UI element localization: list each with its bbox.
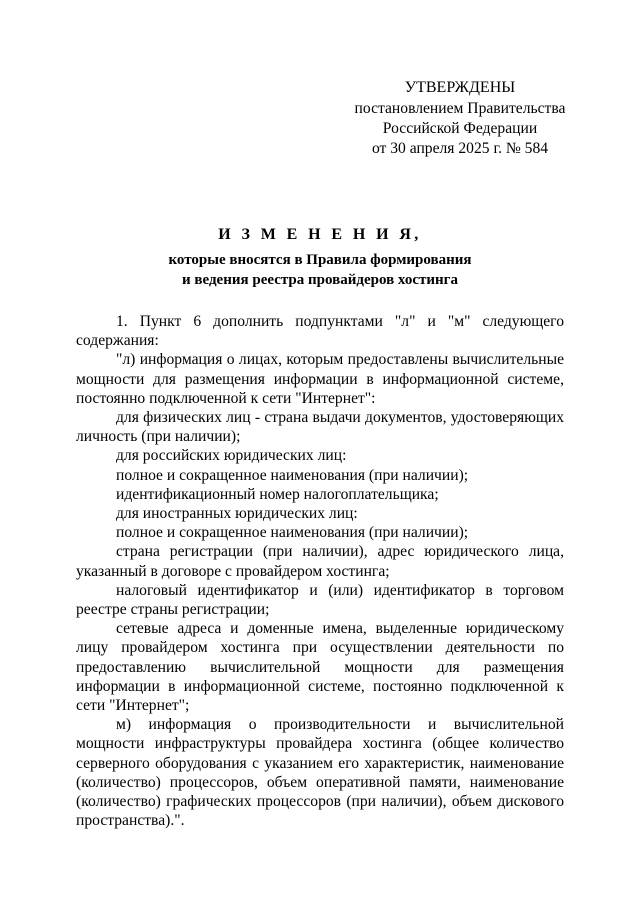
paragraph-12: м) информация о производительности и вычислительной мощности инфраструктуры провайдера хостинга (общее количество серверного оборудования с указанием его характеристик, наименование (количество) процессоров, объем оперативной памяти, наименование (количество) графических процессоров (при наличии), объем дискового пространства).". xyxy=(76,716,564,830)
approval-title: УТВЕРЖДЕНЫ xyxy=(404,79,516,96)
approval-line-1: постановлением Правительства xyxy=(354,100,566,117)
paragraph-11: сетевые адреса и доменные имена, выделенные юридическому лицу провайдером хостинга при осуществлении деятельности по предоставлению вычислительной мощности для размещения информации в информационной системе, постоянно подключенной к сети "Интернет"; xyxy=(76,620,564,715)
approval-line-2: Российской Федерации xyxy=(382,120,538,137)
subtitle-line-1: которые вносятся в Правила формирования xyxy=(168,252,472,268)
paragraph-5: полное и сокращенное наименования (при наличии); xyxy=(116,466,469,484)
paragraph-1: 1. Пункт 6 дополнить подпунктами "л" и "м" следующего содержания: xyxy=(76,313,564,350)
approval-line-3: от 30 апреля 2025 г. № 584 xyxy=(371,140,549,157)
paragraph-3: для физических лиц - страна выдачи документов, удостоверяющих личность (при наличии); xyxy=(76,409,564,446)
document-body xyxy=(76,312,564,830)
document-subtitle xyxy=(60,250,580,290)
subtitle-line-2: и ведения реестра провайдеров хостинга xyxy=(182,272,458,288)
paragraph-9: страна регистрации (при наличии), адрес юридического лица, указанный в договоре с провайдером хостинга; xyxy=(76,543,564,580)
paragraph-2: "л) информация о лицах, которым предоставлены вычислительные мощности для размещения информации в информационной системе, постоянно подключенной к сети "Интернет": xyxy=(76,351,564,407)
paragraph-10: налоговый идентификатор и (или) идентификатор в торговом реестре страны регистрации; xyxy=(76,581,564,619)
paragraph-8: полное и сокращенное наименования (при наличии); xyxy=(116,524,469,542)
paragraph-7: для иностранных юридических лиц: xyxy=(116,505,358,523)
paragraph-6: идентификационный номер налогоплательщика; xyxy=(116,485,439,503)
approval-stamp xyxy=(340,78,580,159)
paragraph-4: для российских юридических лиц: xyxy=(116,447,347,465)
document-title: И З М Е Н Е Н И Я, xyxy=(218,226,422,243)
